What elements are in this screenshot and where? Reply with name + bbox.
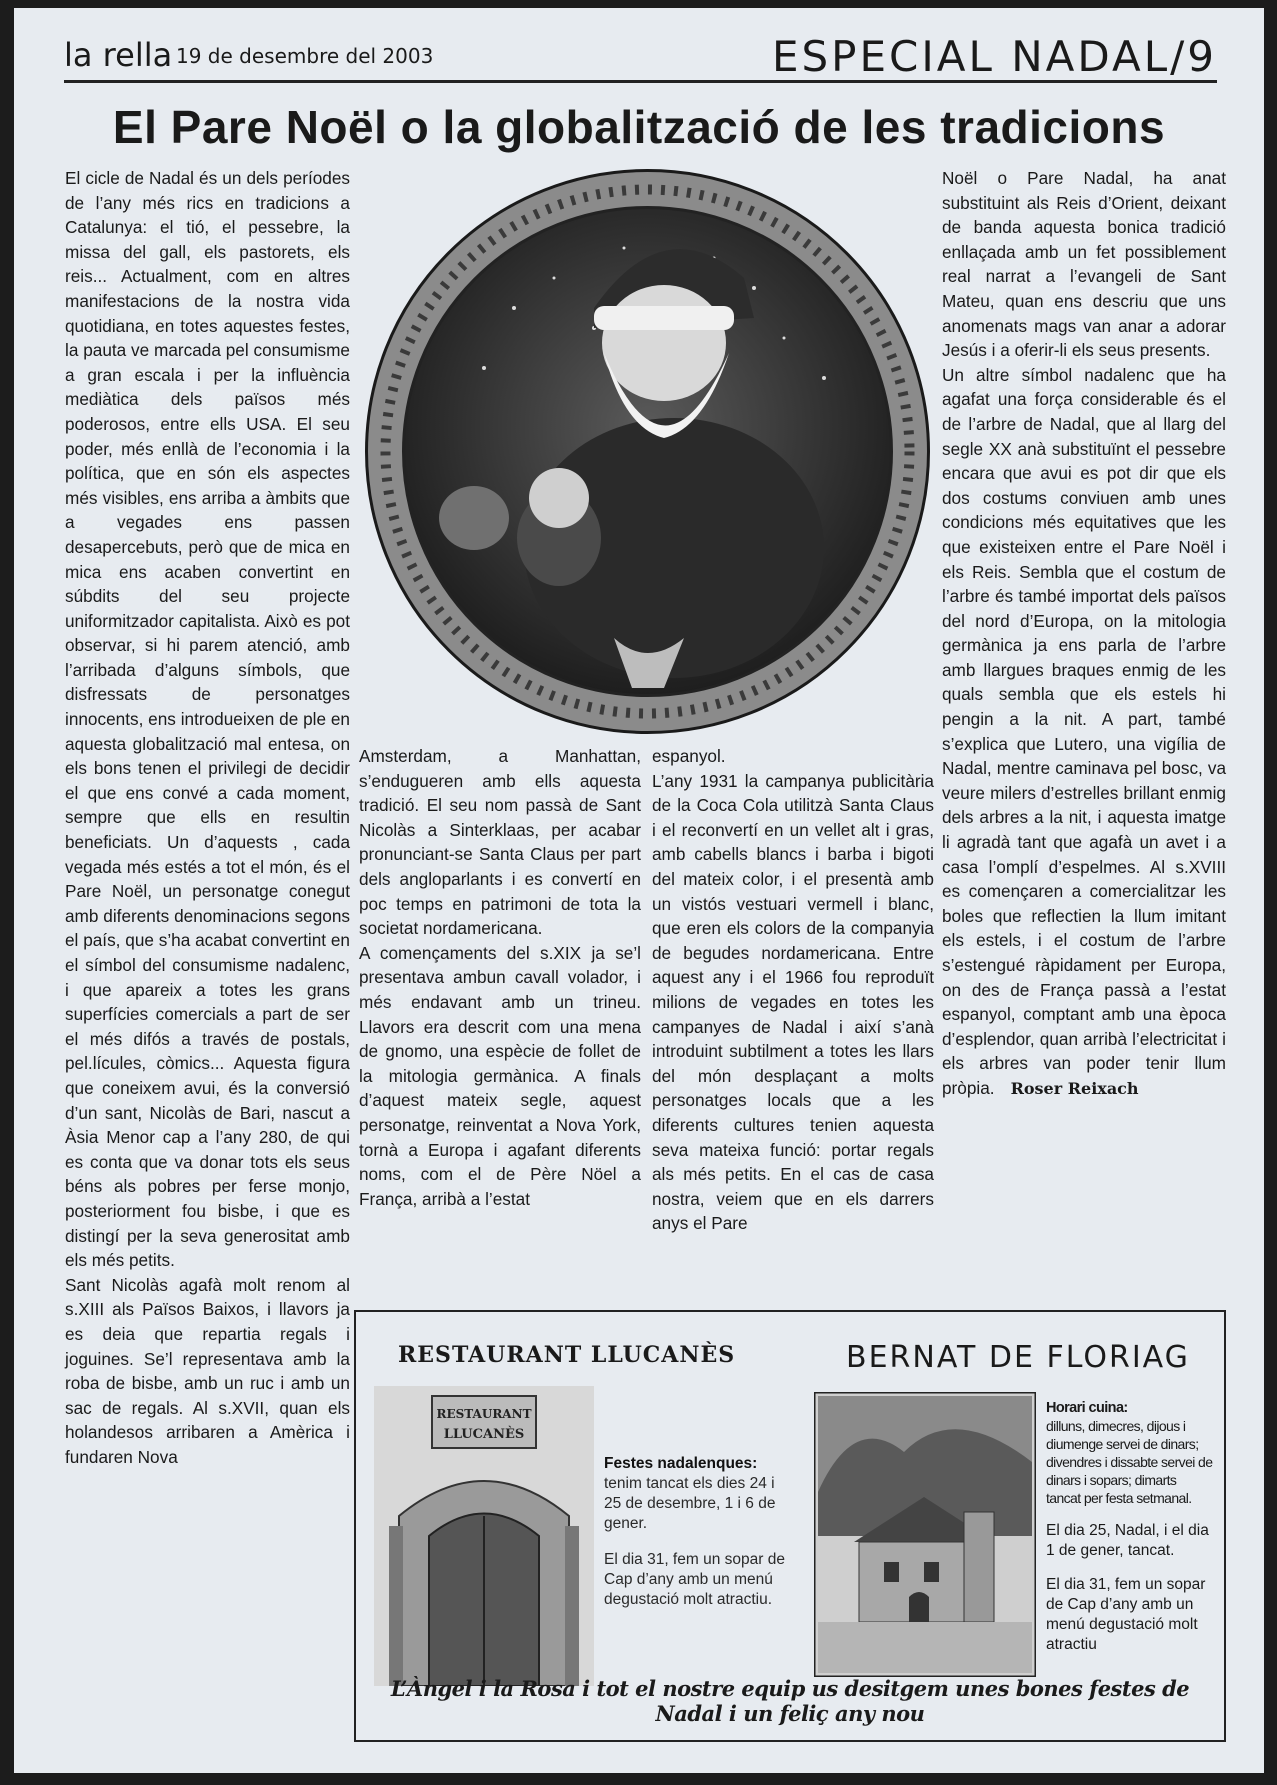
restaurant-door-illustration [374,1386,594,1686]
santa-plate-image [364,168,931,735]
sopar-text-2: El dia 31, fem un sopar de Cap d’any amb un menú degustació molt atractiu [1046,1576,1206,1653]
restaurant-advertisement [354,1310,1226,1742]
article-column-1 [65,166,350,1469]
article-column-3 [652,744,934,1236]
horari-text: dilluns, dimecres, dijous i diumenge servei de dinars; divendres i dissabte servei de dinars i sopars; dimarts tancat per festa setmanal. [1046,1418,1213,1506]
publication-name: la rella [64,36,173,74]
hotel-logo: BERNAT DE FLORIAG [846,1340,1190,1375]
page-header [64,30,1217,83]
sign-text-1: RESTAURANT [436,1407,532,1421]
section-label: ESPECIAL NADAL/9 [771,32,1217,81]
paragraph: Sant Nicolàs agafà molt renom al s.XIII als Països Baixos, i llavors ja es deia que repartia regals i joguines. Se’l representava amb la roba de bisbe, amb un ruc i amb un sac de regals. Al s.XVII, quan els holandesos arribaren a Amèrica i fundaren Nova [65,1274,350,1467]
festes-text: tenim tancat els dies 24 i 25 de desembre, 1 i 6 de gener. [604,1475,776,1532]
hotel-info [1046,1398,1214,1669]
article-column-2 [359,744,641,1211]
restaurant-logo: RESTAURANT LLUCANÈS [398,1342,736,1368]
festes-heading: Festes nadalenques: [604,1455,758,1472]
publication-date: 19 de desembre del 2003 [176,44,434,68]
sopar-text: El dia 31, fem un sopar de Cap d’any amb un menú degustació molt atractiu. [604,1551,785,1608]
paragraph: Noël o Pare Nadal, ha anat substituint als Reis d’Orient, deixant de banda aquesta bonica tradició enllaçada amb un fet possiblement real narrat a l’evangeli de Sant Mateu, quan ens descriu que uns anomenats mags van anar a adorar Jesús i a oferir-li els seus presents. [942,168,1226,361]
paragraph: A començaments del s.XIX ja se’l presentava ambun cavall volador, i més endavant amb un trineu. Llavors era descrit com una mena de gnomo, una espècie de follet de la mitologia germànica. A finals d’aquest mateix segle, aquest personatge, reinventat a Nova York, tornà a Europa i agafant diferents noms, com el de Père Nöel a França, arribà a l’estat [359,942,641,1209]
paragraph: El cicle de Nadal és un dels períodes de l’any més rics en tradicions a Catalunya: el tió, el pessebre, la missa del gall, els pastorets, els reis... Actualment, com en altres manifestacions de la nostra vida quotidiana, en totes aquestes festes, la pauta ve marcada pel consumisme a gran escala i per la influència mediàtica dels països més poderosos, entre ells USA. El seu poder, més enllà de l’economia i la política, que en són els aspectes més visibles, ens arriba a àmbits que a vegades ens passen desapercebuts, però que de mica en mica ens acaben convertint en súbdits del seu projecte uniformitzador capitalista. Això es pot observar, si hi parem atenció, amb l’arribada d’alguns símbols, que disfressats de personatges innocents, ens introdueixen de ple en aquesta globalització mal entesa, on els bons tenen el privilegi de decidir el que ens convé a cada moment, sempre que ells en resultin beneficiats. Un d’aquests , cada vegada més estés a tot el món, és el Pare Noël, un personatge conegut amb diferents denominacions segons el país, que s’ha acabat convertint en el símbol del consumisme nadalenc, i que apareix a totes les grans superfícies comercials a part de ser el més difós a través de postals, pel.lícules, còmics... Aquesta figura que coneixem avui, és la conversió d’un sant, Nicolàs de Bari, nascut a Àsia Menor cap a l’any 280, de qui es conta que va donar tots els seus béns als pobres per ferse monjo, posteriorment fou bisbe, i que es distingí per la seva generositat amb els més petits. [65,168,350,1271]
ad-footer-greeting: L’Àngel i la Rosa i tot el nostre equip us desitgem unes bones festes de Nadal i un feliç any nou [390,1676,1190,1726]
newspaper-page [14,8,1264,1773]
article-title: El Pare Noël o la globalització de les tradicions [112,101,1166,153]
paragraph: espanyol. [652,746,726,766]
paragraph [942,363,1226,1102]
paragraph-text: Un altre símbol nadalenc que ha agafat una força considerable és el de l’arbre de Nadal, que al llarg del segle XX anà substituïnt el pessebre encara que avui es pot dir que els dos costums conviuen amb unes condicions més equitatives que les que existeixen entre el Pare Noël i els Reis. Sembla que el costum de l’arbre és també importat dels països del nord d’Europa, on la mitologia germànica ja ens parla de l’arbre amb llargues braques enmig de les quals sembla que els estels hi pengin a la nit. A part, també s’explica que Lutero, una vigília de Nadal, mentre caminava pel bosc, va veure milers d’estrelles brillant enmig dels arbres a la nit, i aquesta imatge li agradà tant que agafà un avet i a casa l’omplí d’espelmes. Al s.XVIII es començaren a comercialitzar les boles que reflectien la llum imitant els estels, i el costum de l’arbre s’estengué ràpidament per Europa, on des de França passà a l’estat espanyol, comptant amb una època d’esplendor, quan arribà l’electricitat i els arbres van poder tenir llum pròpia. [942,364,1226,1098]
nadal-text: El dia 25, Nadal, i el dia 1 de gener, tancat. [1046,1522,1209,1559]
restaurant-info [604,1454,794,1626]
paragraph: L’any 1931 la campanya publicitària de la Coca Cola utilitzà Santa Claus i el reconvertí en un vellet alt i gras, amb cabells blancs i barba i bigoti del mateix color, i el presentà amb un vistós vestuari vermell i blanc, que eren els colors de la companyia de begudes nordamericana. Entre aquest any i el 1966 fou reproduït milions de vegades en totes les campanyes de Nadal i així s’anà introduint subtilment a totes les llars del món desplaçant a molts personatges locals que a les diferents cultures tenien aquesta seva mateixa funció: portar regals als més petits. En el cas de casa nostra, veiem que en els darrers anys el Pare [652,770,934,1234]
paragraph: Amsterdam, a Manhattan, s’endugueren amb ells aquesta tradició. El seu nom passà de Sant Nicolàs a Sinterklaas, per acabar pronunciant-se Santa Claus per part dels angloparlants i es convertí en poc temps en patrimoni de tota la societat nordamericana. [359,746,641,939]
horari-heading: Horari cuina: [1046,1400,1128,1416]
article-column-4 [942,166,1226,1102]
sign-text-2: LLUCANÈS [443,1427,525,1442]
hotel-building-photo [814,1392,1036,1677]
author-byline: Roser Reixach [1010,1078,1139,1098]
